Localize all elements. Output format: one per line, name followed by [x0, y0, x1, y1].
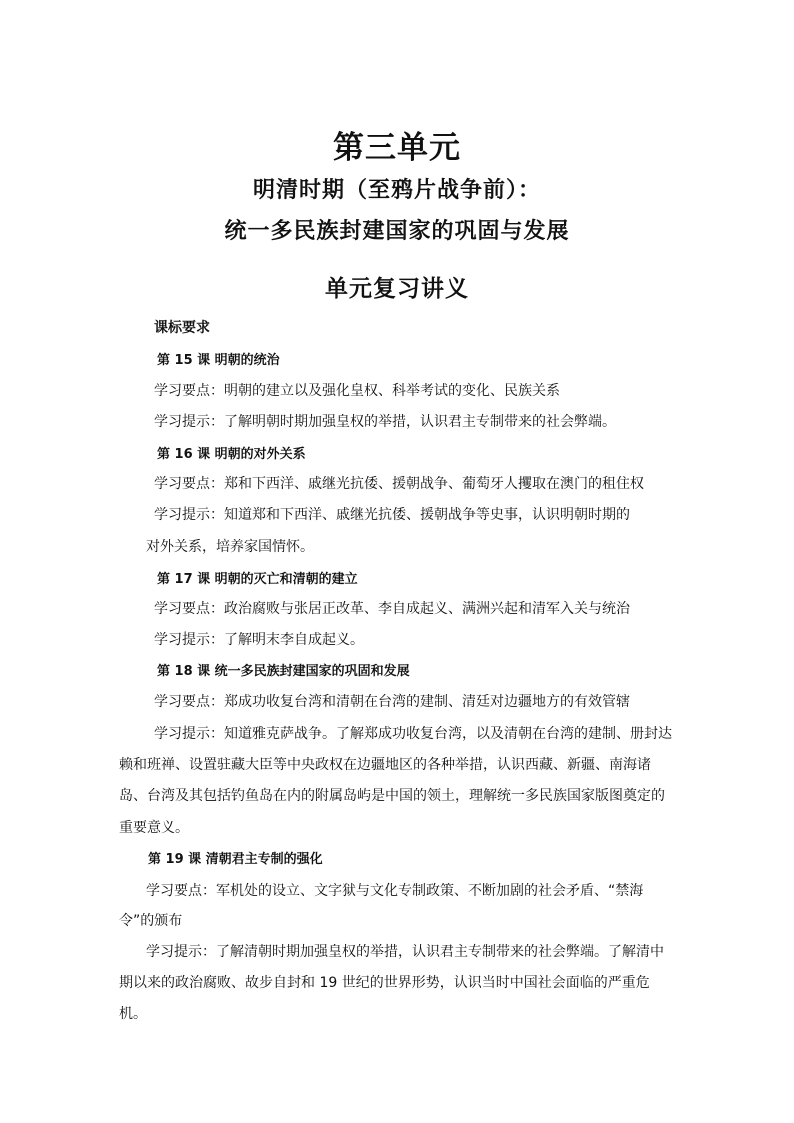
- lesson-16-hint-cont: 对外关系，培养家国情怀。: [146, 539, 314, 555]
- lesson-19-heading: 第 19 课 清朝君主专制的强化: [148, 852, 323, 867]
- lecture-title: 单元复习讲义: [325, 275, 469, 302]
- lesson-16-points: 学习要点：郑和下西洋、戚继光抗倭、援朝战争、葡萄牙人攫取在澳门的租住权: [154, 476, 644, 492]
- unit-title: 第三单元: [333, 130, 461, 166]
- lesson-19-points-cont: 令”的颁布: [119, 913, 183, 929]
- lesson-18-hint-cont-3: 重要意义。: [119, 820, 189, 836]
- lesson-18-hint: 学习提示：知道雅克萨战争。了解郑成功收复台湾，以及清朝在台湾的建制、册封达: [154, 726, 672, 742]
- lesson-16-heading: 第 16 课 明朝的对外关系: [157, 447, 306, 462]
- lesson-18-points: 学习要点：郑成功收复台湾和清朝在台湾的建制、清廷对边疆地方的有效管辖: [154, 694, 630, 710]
- lesson-17-heading: 第 17 课 明朝的灭亡和清朝的建立: [157, 572, 358, 587]
- lesson-17-hint: 学习提示：了解明末李自成起义。: [154, 632, 364, 648]
- lesson-19-points: 学习要点：军机处的设立、文字狱与文化专制政策、不断加剧的社会矛盾、“禁海: [146, 883, 644, 899]
- subtitle-period: 明清时期（至鸦片战争前）：: [252, 177, 541, 203]
- lesson-15-heading: 第 15 课 明朝的统治: [157, 353, 280, 368]
- lesson-16-hint: 学习提示：知道郑和下西洋、戚继光抗倭、援朝战争等史事，认识明朝时期的: [154, 507, 630, 523]
- lesson-15-points: 学习要点：明朝的建立以及强化皇权、科举考试的变化、民族关系: [154, 383, 560, 399]
- lesson-18-heading: 第 18 课 统一多民族封建国家的巩固和发展: [157, 664, 410, 679]
- subtitle-theme: 统一多民族封建国家的巩固与发展: [224, 218, 570, 244]
- lesson-19-hint-cont-2: 机。: [119, 1006, 147, 1022]
- lesson-15-hint: 学习提示：了解明朝时期加强皇权的举措，认识君主专制带来的社会弊端。: [154, 414, 616, 430]
- lesson-18-hint-cont-1: 赖和班禅、设置驻藏大臣等中央政权在边疆地区的各种举措，认识西藏、新疆、南海诸: [119, 757, 651, 773]
- section-heading: 课标要求: [154, 320, 210, 336]
- lesson-19-hint: 学习提示：了解清朝时期加强皇权的举措，认识君主专制带来的社会弊端。了解清中: [146, 944, 664, 960]
- lesson-19-hint-cont-1: 期以来的政治腐败、故步自封和 19 世纪的世界形势，认识当时中国社会面临的严重危: [119, 975, 650, 991]
- lesson-18-hint-cont-2: 岛、台湾及其包括钓鱼岛在内的附属岛屿是中国的领土，理解统一多民族国家版图奠定的: [119, 788, 665, 804]
- lesson-17-points: 学习要点：政治腐败与张居正改革、李自成起义、满洲兴起和清军入关与统治: [154, 601, 630, 617]
